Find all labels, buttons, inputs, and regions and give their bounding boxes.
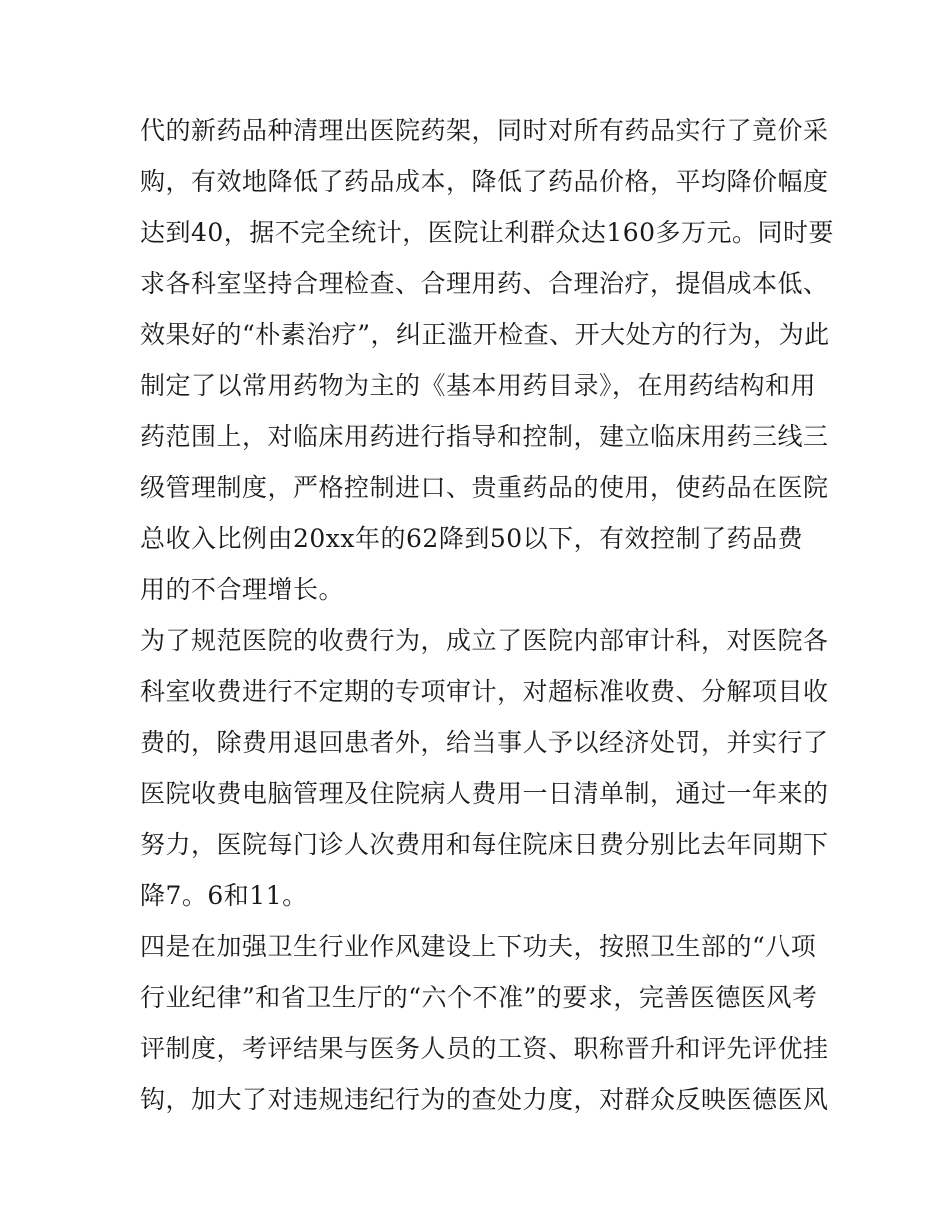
text-line: 购，有效地降低了药品成本，降低了药品价格，平均降价幅度 xyxy=(140,167,829,196)
text-line: 降7。6和11。 xyxy=(140,881,308,910)
text-line: 四是在加强卫生行业作风建设上下功夫，按照卫生部的“八项 xyxy=(140,932,817,961)
paragraph-drug-management xyxy=(140,105,835,615)
text-line: 达到40，据不完全统计，医院让利群众达160多万元。同时要 xyxy=(140,218,835,247)
text-line: 评制度，考评结果与医务人员的工资、职称晋升和评先评优挂 xyxy=(140,1034,829,1063)
document-body xyxy=(140,105,835,1125)
text-line: 求各科室坚持合理检查、合理用药、合理治疗，提倡成本低、 xyxy=(140,269,829,298)
text-line: 为了规范医院的收费行为，成立了医院内部审计科，对医院各 xyxy=(140,626,829,655)
paragraph-industry-conduct xyxy=(140,921,829,1125)
text-line: 制定了以常用药物为主的《基本用药目录》，在用药结构和用 xyxy=(140,371,817,400)
text-line: 钩，加大了对违规违纪行为的查处力度，对群众反映医德医风 xyxy=(140,1085,829,1114)
text-line: 效果好的“朴素治疗”，纠正滥开检查、开大处方的行为，为此 xyxy=(140,320,830,349)
paragraph-fee-audit xyxy=(140,615,829,921)
text-line: 总收入比例由20xx年的62降到50以下，有效控制了药品费 xyxy=(140,524,804,553)
text-line: 努力，医院每门诊人次费用和每住院床日费分别比去年同期下 xyxy=(140,830,829,859)
text-line: 费的，除费用退回患者外，给当事人予以经济处罚，并实行了 xyxy=(140,728,829,757)
text-line: 医院收费电脑管理及住院病人费用一日清单制，通过一年来的 xyxy=(140,779,829,808)
text-line: 级管理制度，严格控制进口、贵重药品的使用，使药品在医院 xyxy=(140,473,829,502)
text-line: 代的新药品种清理出医院药架，同时对所有药品实行了竟价采 xyxy=(140,116,829,145)
text-line: 行业纪律”和省卫生厅的“六个不准”的要求，完善医德医风考 xyxy=(140,983,818,1012)
text-line: 药范围上，对临床用药进行指导和控制，建立临床用药三线三 xyxy=(140,422,829,451)
text-line: 科室收费进行不定期的专项审计，对超标准收费、分解项目收 xyxy=(140,677,829,706)
text-line: 用的不合理增长。 xyxy=(140,575,345,604)
